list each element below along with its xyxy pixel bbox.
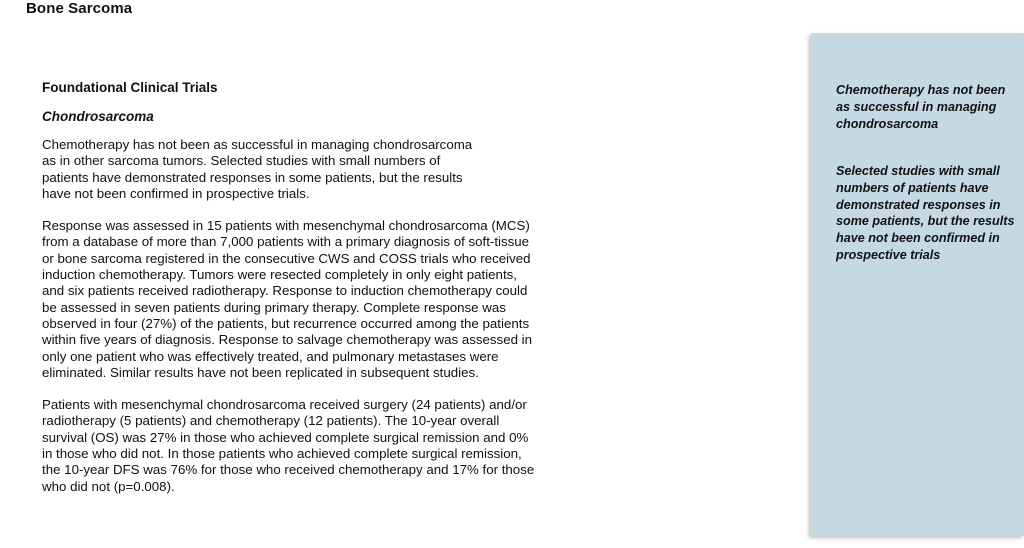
sidebar-callout-box — [811, 33, 1024, 536]
document-title: Bone Sarcoma — [26, 0, 133, 17]
paragraph-mcs-response: Response was assessed in 15 patients with mesenchymal chondrosarcoma (MCS) from a database of more than 7,000 patients with a primary diagnosis of soft-tissue or bone sarcoma registered in the consecutive CWS and COSS trials who received induction chemotherapy. Tumors were resected completely in only eight patients, and six patients received radiotherapy. Response to induction chemotherapy could be assessed in seven patients during primary therapy. Complete response was observed in four (27%) of the patients, but recurrence occurred among the patients within five years of diagnosis. Response to salvage chemotherapy was assessed in only one patient who was effectively treated, and pulmonary metastases were eliminated. Similar results have not been replicated in subsequent studies. — [42, 218, 533, 380]
section-heading: Foundational Clinical Trials — [42, 80, 218, 95]
paragraph-intro: Chemotherapy has not been as successful in managing chondrosarcoma as in other sarcoma tumors. Selected studies with small numbers of patients have demonstrated responses in some patients, but the results have not been confirmed in prospective trials. — [42, 137, 473, 201]
callout-selected-studies: Selected studies with small numbers of patients have demonstrated responses in some patients, but the results have not been confirmed in prospective trials — [836, 164, 1015, 262]
paragraph-mcs-survival: Patients with mesenchymal chondrosarcoma received surgery (24 patients) and/or radiotherapy (5 patients) and chemotherapy (12 patients). The 10-year overall survival (OS) was 27% in those who achieved complete surgical remission and 0% in those who did not. In those patients who achieved complete surgical remission, the 10-year DFS was 76% for those who received chemotherapy and 17% for those who did not (p=0.008). — [42, 397, 535, 494]
subheading-chondrosarcoma: Chondrosarcoma — [42, 109, 154, 124]
main-content — [42, 80, 542, 511]
callout-chemotherapy: Chemotherapy has not been as successful in managing chondrosarcoma — [836, 83, 1006, 131]
